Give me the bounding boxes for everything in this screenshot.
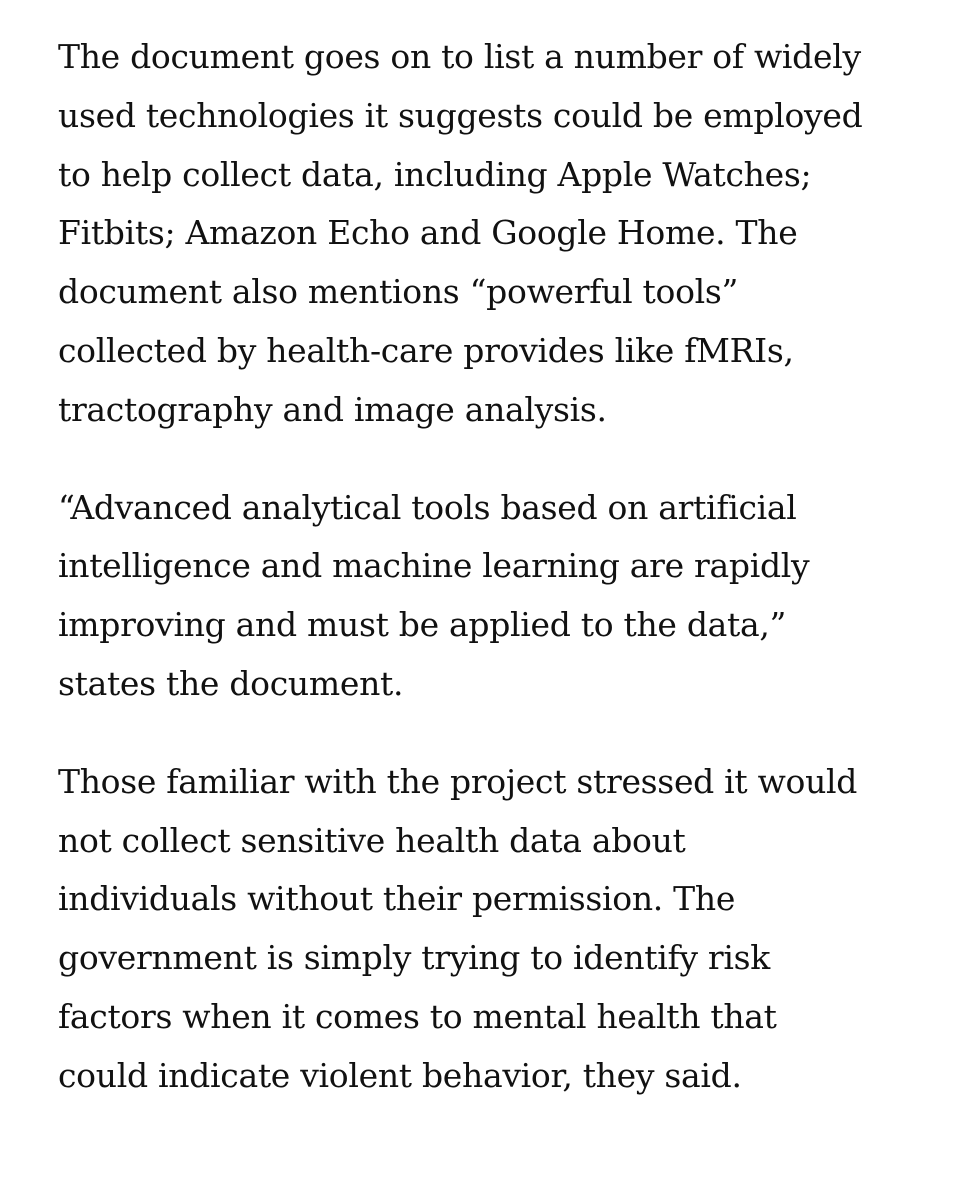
- paragraph-line: to help collect data, including Apple Watches;: [58, 154, 812, 194]
- paragraph-line: individuals without their permission. The: [58, 879, 736, 919]
- paragraph-line: improving and must be applied to the data,”: [58, 605, 787, 645]
- paragraph-line: collected by health-care provides like fMRIs,: [58, 330, 794, 370]
- paragraph-line: intelligence and machine learning are rapidly: [58, 546, 810, 586]
- paragraph-line: tractography and image analysis.: [58, 389, 607, 429]
- paragraph-line: Fitbits; Amazon Echo and Google Home. The: [58, 213, 798, 253]
- paragraph-3: [58, 753, 938, 1106]
- paragraph-2: [58, 479, 938, 714]
- paragraph-line: not collect sensitive health data about: [58, 820, 686, 860]
- paragraph-line: “Advanced analytical tools based on artificial: [58, 487, 797, 527]
- paragraph-line: The document goes on to list a number of widely: [58, 37, 861, 76]
- paragraph-line: document also mentions “powerful tools”: [58, 272, 739, 312]
- paragraph-line: Those familiar with the project stressed it would: [58, 761, 858, 801]
- article-body: [58, 28, 938, 1106]
- paragraph-line: government is simply trying to identify risk: [58, 938, 770, 978]
- paragraph-line: states the document.: [58, 663, 404, 703]
- paragraph-line: could indicate violent behavior, they said.: [58, 1055, 742, 1095]
- paragraph-1: [58, 28, 938, 440]
- paragraph-line: used technologies it suggests could be employed: [58, 95, 863, 135]
- paragraph-line: factors when it comes to mental health that: [58, 996, 777, 1036]
